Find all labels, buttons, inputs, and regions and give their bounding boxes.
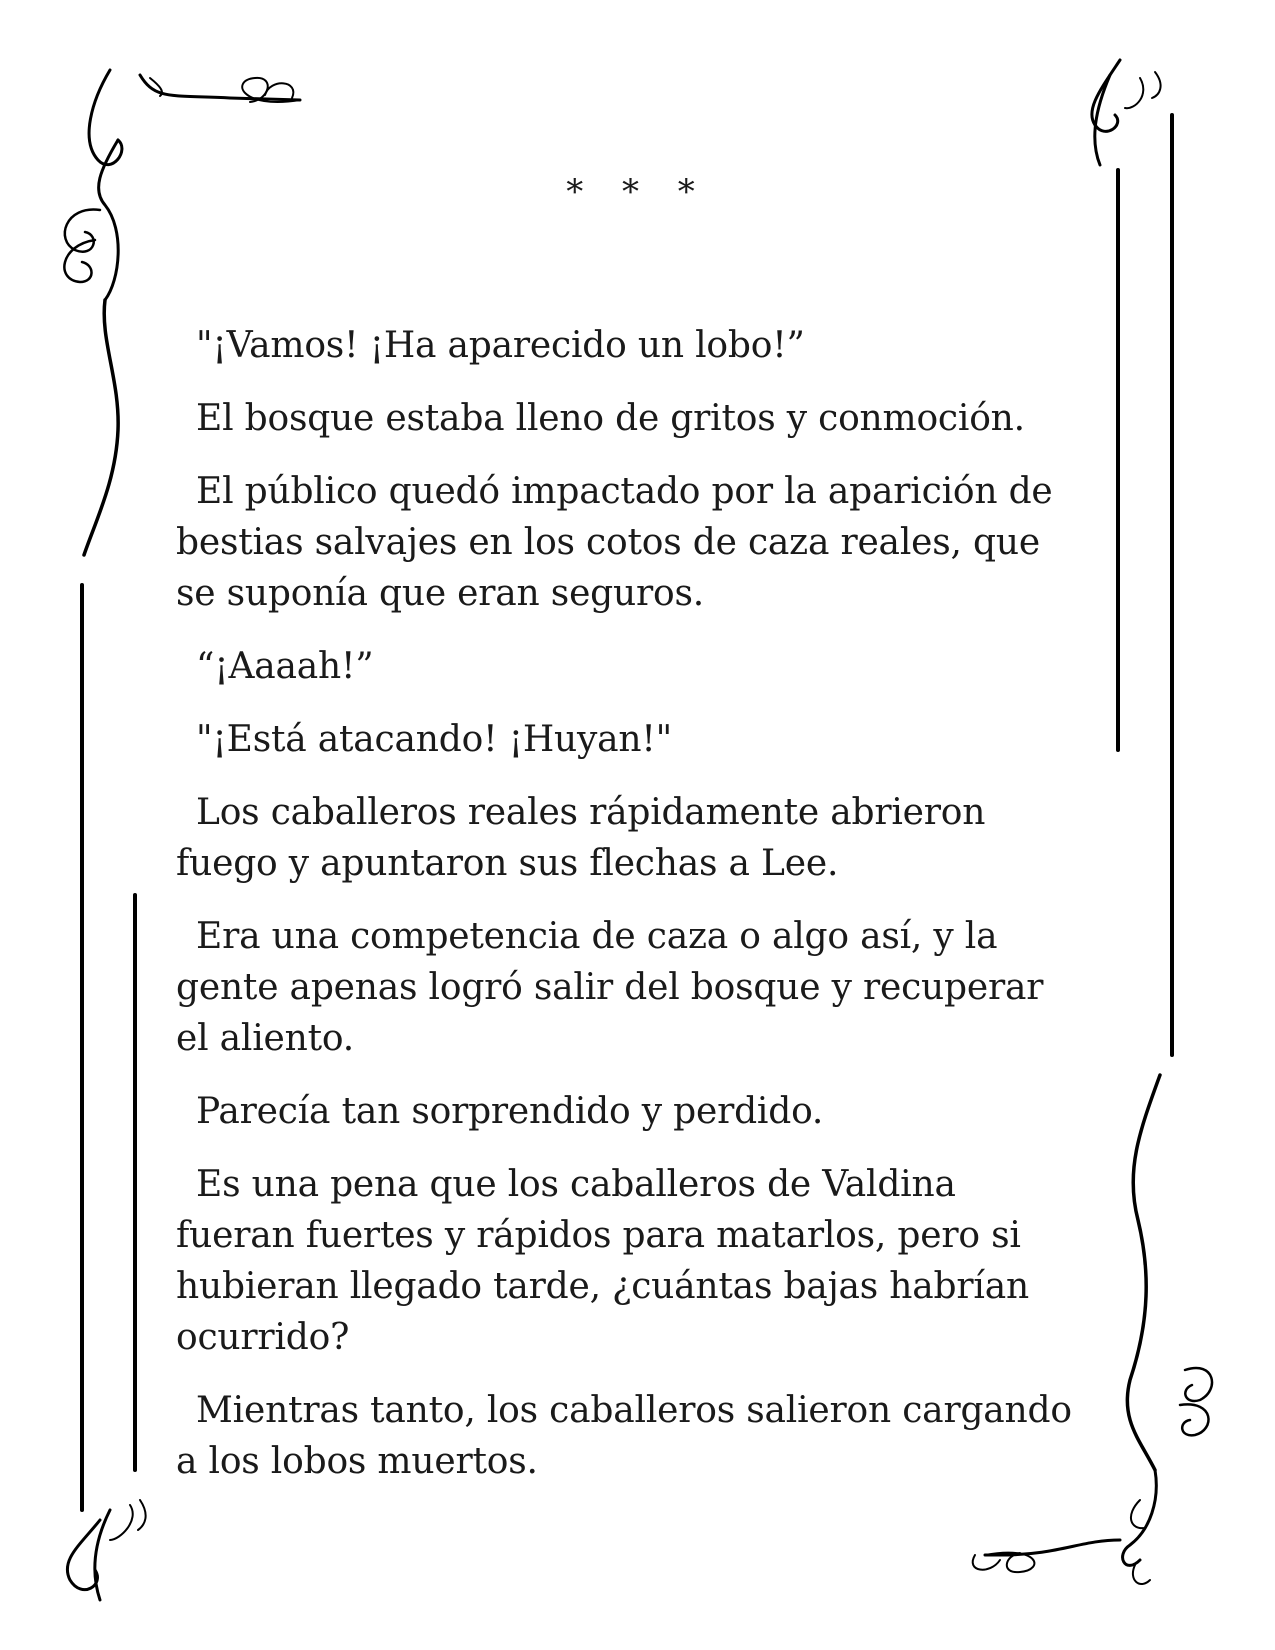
- paragraph: Era una competencia de caza o algo así, y la gente apenas logró salir del bosque y recuperar el aliento.: [176, 916, 1044, 1059]
- story-text: [176, 320, 1081, 1509]
- top-right-flourish: [1092, 60, 1161, 165]
- paragraph: Es una pena que los caballeros de Valdina fueran fuertes y rápidos para matarlos, pero si hubieran llegado tarde, ¿cuántas bajas habrían ocurrido?: [176, 1164, 1029, 1358]
- paragraph: Mientras tanto, los caballeros salieron cargando a los lobos muertos.: [176, 1390, 1072, 1482]
- paragraph: Los caballeros reales rápidamente abrieron fuego y apuntaron sus flechas a Lee.: [176, 792, 986, 884]
- bottom-left-flourish: [67, 1500, 145, 1600]
- paragraph: "¡Está atacando! ¡Huyan!": [196, 719, 673, 760]
- paragraph: Parecía tan sorprendido y perdido.: [196, 1091, 824, 1132]
- paragraph: El público quedó impactado por la aparición de bestias salvajes en los cotos de caza reales, que se suponía que eran seguros.: [176, 471, 1053, 614]
- paragraph: “¡Aaaah!”: [196, 646, 374, 687]
- paragraph: El bosque estaba lleno de gritos y conmoción.: [196, 398, 1025, 439]
- paragraph: "¡Vamos! ¡Ha aparecido un lobo!”: [196, 325, 805, 366]
- scene-separator: * * *: [566, 172, 709, 212]
